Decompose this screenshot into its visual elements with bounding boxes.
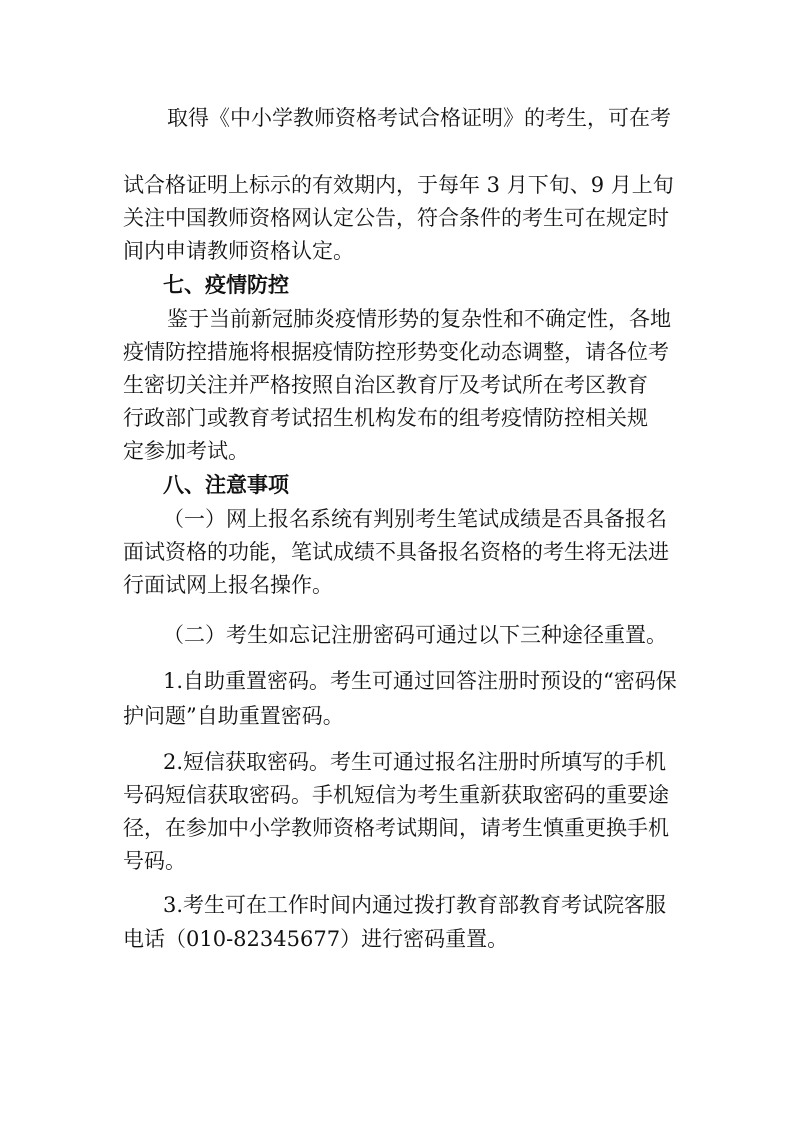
paragraph-line: 试合格证明上标示的有效期内，于每年 3 月下旬、9 月上旬 (123, 173, 674, 197)
paragraph-line: 行政部门或教育考试招生机构发布的组考疫情防控相关规 (123, 406, 648, 430)
section-heading: 八、注意事项 (163, 473, 289, 497)
paragraph-line: 面试资格的功能，笔试成绩不具备报名资格的考生将无法进 (123, 540, 669, 564)
paragraph-line: 疫情防控措施将根据疫情防控形势变化动态调整，请各位考 (123, 340, 669, 364)
paragraph-line: 护问题”自助重置密码。 (123, 704, 344, 728)
paragraph-line: 行面试网上报名操作。 (123, 573, 333, 597)
paragraph-line: 鉴于当前新冠肺炎疫情形势的复杂性和不确定性，各地 (167, 307, 671, 331)
paragraph-line: 号码短信获取密码。手机短信为考生重新获取密码的重要途 (123, 783, 669, 807)
paragraph-line: 定参加考试。 (123, 439, 249, 463)
paragraph-line: 径，在参加中小学教师资格考试期间，请考生慎重更换手机 (123, 816, 669, 840)
paragraph-line: 关注中国教师资格网认定公告，符合条件的考生可在规定时 (123, 206, 669, 230)
paragraph-line: 生密切关注并严格按照自治区教育厅及考试所在考区教育 (123, 373, 648, 397)
paragraph-line: 3.考生可在工作时间内通过拨打教育部教育考试院客服 (163, 893, 667, 917)
paragraph-line: 电话（010-82345677）进行密码重置。 (123, 927, 509, 951)
paragraph-line: （一）网上报名系统有判别考生笔试成绩是否具备报名 (163, 507, 667, 531)
paragraph-line: 号码。 (123, 849, 186, 873)
paragraph-line: 取得《中小学教师资格考试合格证明》的考生，可在考 (167, 106, 671, 130)
paragraph-line: 间内申请教师资格认定。 (123, 239, 354, 263)
section-heading: 七、疫情防控 (163, 273, 289, 297)
paragraph-line: 1.自助重置密码。考生可通过回答注册时预设的“密码保 (163, 669, 677, 693)
paragraph-line: （二）考生如忘记注册密码可通过以下三种途径重置。 (163, 623, 667, 647)
paragraph-line: 2.短信获取密码。考生可通过报名注册时所填写的手机 (163, 750, 667, 774)
